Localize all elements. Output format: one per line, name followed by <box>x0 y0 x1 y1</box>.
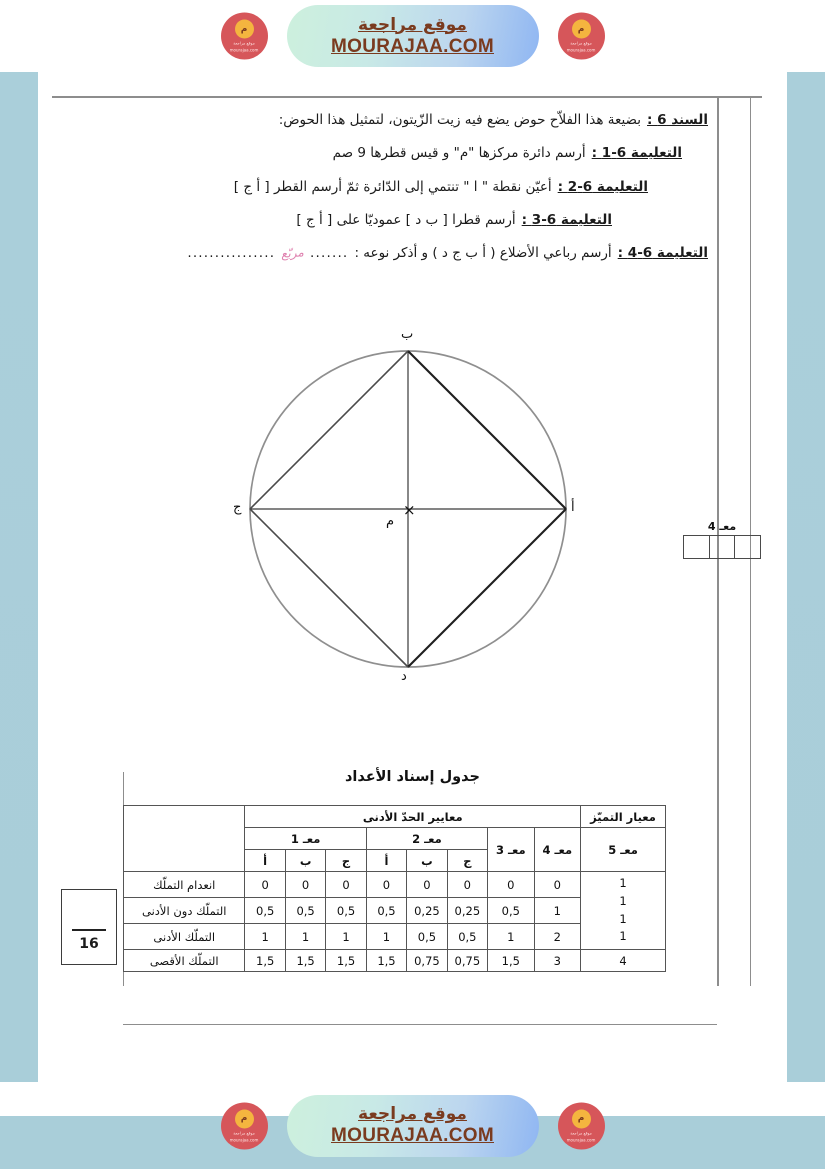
mourajaa-logo-icon <box>558 1102 605 1149</box>
cell-value: 1,5 <box>245 950 285 972</box>
header-crit-1-sub-j: ج <box>326 850 366 872</box>
cell-value: 0,25 <box>447 898 487 924</box>
logo-badge-icon: م <box>572 20 591 39</box>
logo-caption-ar: موقع مراجعة <box>570 40 592 46</box>
header-crit-2-sub-a: أ <box>366 850 406 872</box>
logo-caption-en: mourajaa.com <box>566 47 596 53</box>
mourajaa-logo-icon <box>558 13 605 60</box>
answer-dots-trailing: ................ <box>187 245 276 261</box>
logo-badge-icon: م <box>235 20 254 39</box>
header-crit-4: معـ 4 <box>534 828 581 872</box>
excellence-last-cell: 4 <box>581 950 666 972</box>
cell-value: 0 <box>534 872 581 898</box>
cell-value: 0,5 <box>366 898 406 924</box>
table-header-row-1 <box>124 806 666 828</box>
cell-value: 0,5 <box>447 924 487 950</box>
cell-value: 3 <box>534 950 581 972</box>
logo-caption-en: mourajaa.com <box>229 47 259 53</box>
row-label: التملّك الأقصى <box>124 950 245 972</box>
cell-value: 0,5 <box>407 924 447 950</box>
cell-value: 0,25 <box>407 898 447 924</box>
criterion-4-cells <box>683 535 761 559</box>
excellence-one: 1 <box>619 876 627 890</box>
instruction-text: أرسم قطرا [ ب د ] عموديّا على [ أ ج ] <box>296 211 516 228</box>
instruction-text: أرسم دائرة مركزها "م" و قيس قطرها 9 صم <box>332 145 586 162</box>
cell-value: 1 <box>285 924 325 950</box>
instruction-label: التعليمة 6-3 : <box>521 211 612 228</box>
excellence-one: 1 <box>619 893 627 908</box>
center-cross-icon: × <box>403 501 416 519</box>
mourajaa-logo-icon <box>221 13 268 60</box>
watermark-top <box>0 0 825 72</box>
table-row <box>124 872 666 898</box>
excellence-one: 1 <box>619 929 627 944</box>
cell-value: 0,5 <box>488 898 535 924</box>
watermark-capsule-top <box>229 5 596 67</box>
criterion-4-score-box <box>683 520 761 559</box>
instruction-row-support <box>68 110 708 130</box>
cell-value: 0,75 <box>447 950 487 972</box>
grading-table-wrap <box>123 805 666 972</box>
logo-badge-icon: م <box>235 1109 254 1128</box>
instruction-label: التعليمة 6-2 : <box>557 178 648 195</box>
header-crit-2-sub-j: ج <box>447 850 487 872</box>
instruction-label: التعليمة 6-4 : <box>617 245 708 261</box>
cell-value: 0 <box>285 872 325 898</box>
cell-value: 0 <box>488 872 535 898</box>
cell-value: 1 <box>534 898 581 924</box>
instruction-text: أعيّن نقطة " ا " تنتمي إلى الدّائرة ثمّ أرسم القطر [ أ ج ] <box>233 178 552 195</box>
instruction-text: أرسم رباعي الأضلاع ( أ ب ج د ) و أذكر نوعه : <box>354 245 612 261</box>
header-crit-2-sub-b: ب <box>407 850 447 872</box>
row-label: انعدام التملّك <box>124 872 245 898</box>
header-rowlabel-blank <box>124 806 245 872</box>
row-label: التملّك الأدنى <box>124 924 245 950</box>
total-score-box[interactable] <box>61 889 117 965</box>
logo-caption-ar: موقع مراجعة <box>570 1130 592 1135</box>
cell-value: 0 <box>326 872 366 898</box>
vertex-label-d: د <box>401 669 407 684</box>
watermark-url: MOURAJAA.COM <box>331 35 494 57</box>
page-rule-top <box>52 96 762 98</box>
vertex-label-b: ب <box>401 327 414 342</box>
score-cell[interactable] <box>684 536 709 558</box>
score-denominator: 16 <box>79 936 99 952</box>
header-crit-5: معـ 5 <box>581 828 666 872</box>
cell-value: 0,5 <box>285 898 325 924</box>
instruction-label: السند 6 : <box>647 112 708 128</box>
answer-dots-leading: ....... <box>309 245 349 261</box>
header-crit-3: معـ 3 <box>488 828 535 872</box>
grading-table-title: جدول إسناد الأعداد <box>344 769 480 785</box>
cell-value: 0,5 <box>326 898 366 924</box>
instruction-text: بضيعة هذا الفلاّح حوض يضع فيه زيت الزّيتون، لتمثيل هذا الحوض: <box>278 112 642 128</box>
cell-value: 0 <box>245 872 285 898</box>
cell-value: 1 <box>245 924 285 950</box>
table-row <box>124 950 666 972</box>
cell-value: 1 <box>326 924 366 950</box>
instruction-row-6-3 <box>68 210 708 230</box>
logo-badge-icon: م <box>572 1109 591 1128</box>
cell-value: 0,75 <box>407 950 447 972</box>
watermark-capsule-bottom <box>229 1095 596 1157</box>
watermark-title-ar: موقع مراجعة <box>358 14 467 35</box>
side-d-j <box>250 509 408 667</box>
excellence-stack-cell <box>581 872 666 950</box>
grading-table-head <box>124 806 666 872</box>
watermark-title-ar: موقع مراجعة <box>358 1104 467 1124</box>
fraction-bar <box>72 929 106 931</box>
criterion-4-label: معـ 4 <box>707 520 737 533</box>
cell-value: 1,5 <box>366 950 406 972</box>
figure-svg <box>233 317 583 697</box>
instruction-row-6-2 <box>68 177 708 197</box>
row-label: التملّك دون الأدنى <box>124 898 245 924</box>
cell-value: 0 <box>407 872 447 898</box>
cell-value: 1,5 <box>488 950 535 972</box>
instruction-row-6-1 <box>68 143 708 163</box>
center-label-m: م <box>386 514 395 529</box>
cell-value: 1 <box>488 924 535 950</box>
instructions-block <box>68 110 708 276</box>
scanned-worksheet-page <box>38 72 787 1082</box>
mourajaa-logo-icon <box>221 1102 268 1149</box>
header-crit-2: معـ 2 <box>366 828 487 850</box>
cell-value: 1,5 <box>285 950 325 972</box>
cell-value: 2 <box>534 924 581 950</box>
score-cell[interactable] <box>734 536 760 558</box>
handwritten-answer: مربّع <box>280 245 305 261</box>
instruction-label: التعليمة 6-1 : <box>591 145 682 162</box>
score-cell[interactable] <box>709 536 735 558</box>
logo-caption-ar: موقع مراجعة <box>233 1130 255 1135</box>
vertex-label-a: أ <box>571 500 575 515</box>
side-j-b <box>250 351 408 509</box>
cell-value: 1 <box>366 924 406 950</box>
cell-value: 0,5 <box>245 898 285 924</box>
cell-value: 1,5 <box>326 950 366 972</box>
watermark-url: MOURAJAA.COM <box>331 1125 494 1146</box>
cell-value: 0 <box>447 872 487 898</box>
grading-table <box>123 805 666 972</box>
watermark-bottom <box>0 1082 825 1169</box>
instruction-row-6-4 <box>68 243 708 263</box>
header-crit-1: معـ 1 <box>245 828 366 850</box>
cell-value: 0 <box>366 872 406 898</box>
side-b-a <box>408 351 566 509</box>
header-crit-1-sub-b: ب <box>285 850 325 872</box>
logo-caption-en: mourajaa.com <box>566 1137 596 1142</box>
side-a-d <box>408 509 566 667</box>
logo-caption-en: mourajaa.com <box>229 1137 259 1142</box>
excellence-one: 1 <box>619 911 627 926</box>
header-crit-1-sub-a: أ <box>245 850 285 872</box>
logo-caption-ar: موقع مراجعة <box>233 40 255 46</box>
header-excellence: معيار التميّز <box>581 806 666 828</box>
circle-rhombus-figure <box>233 317 583 697</box>
vertex-label-j: ج <box>233 500 242 515</box>
page-rule-bottom <box>123 1024 717 1025</box>
excellence-ones <box>583 875 663 946</box>
header-minimum: معايير الحدّ الأدنى <box>245 806 581 828</box>
grading-table-body <box>124 872 666 972</box>
